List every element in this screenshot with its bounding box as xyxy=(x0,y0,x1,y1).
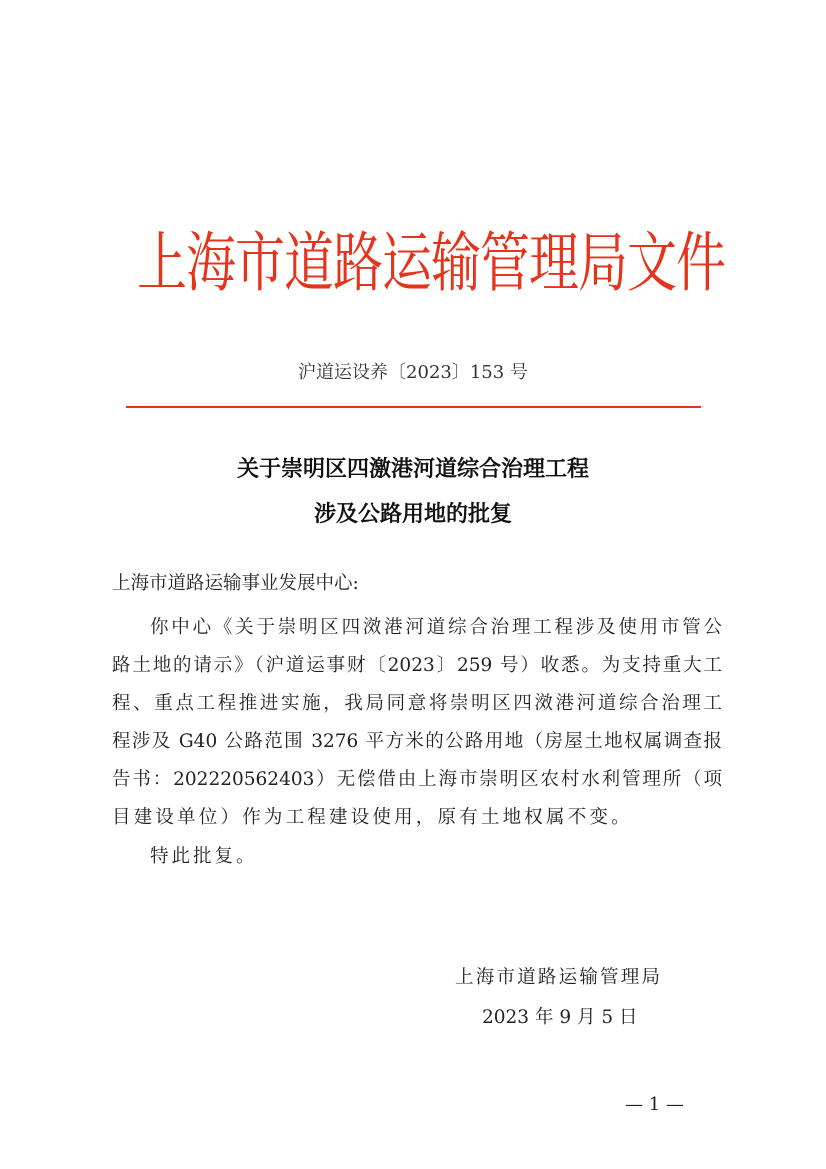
body-line: 程、重点工程推进实施，我局同意将崇明区四滧港河道综合治理工 xyxy=(112,693,722,714)
closing-text: 特此批复。 xyxy=(150,846,258,867)
body-line: 告书：202220562403）无偿借由上海市崇明区农村水利管理所（项 xyxy=(112,769,722,790)
body-line: 目建设单位）作为工程建设使用，原有土地权属不变。 xyxy=(112,807,633,828)
document-header-title: 上海市道路运输管理局文件 xyxy=(137,225,725,301)
red-divider-line xyxy=(126,406,701,408)
page-number: — 1 — xyxy=(625,1094,684,1115)
document-number: 沪道运设养〔2023〕153 号 xyxy=(298,362,528,383)
body-line: 你中心《关于崇明区四滧港河道综合治理工程涉及使用市管公 xyxy=(150,617,722,638)
document-title-line-1: 关于崇明区四激港河道综合治理工程 xyxy=(236,457,589,482)
body-line: 路土地的请示》（沪道运事财〔2023〕259 号）收悉。为支持重大工 xyxy=(112,655,722,676)
document-title-line-2: 涉及公路用地的批复 xyxy=(313,502,512,527)
signature-organization: 上海市道路运输管理局 xyxy=(455,967,660,988)
addressee: 上海市道路运输事业发展中心: xyxy=(112,573,359,594)
body-line: 程涉及 G40 公路范围 3276 平方米的公路用地（房屋土地权属调查报 xyxy=(112,731,722,752)
signature-date: 2023 年 9 月 5 日 xyxy=(482,1007,638,1028)
